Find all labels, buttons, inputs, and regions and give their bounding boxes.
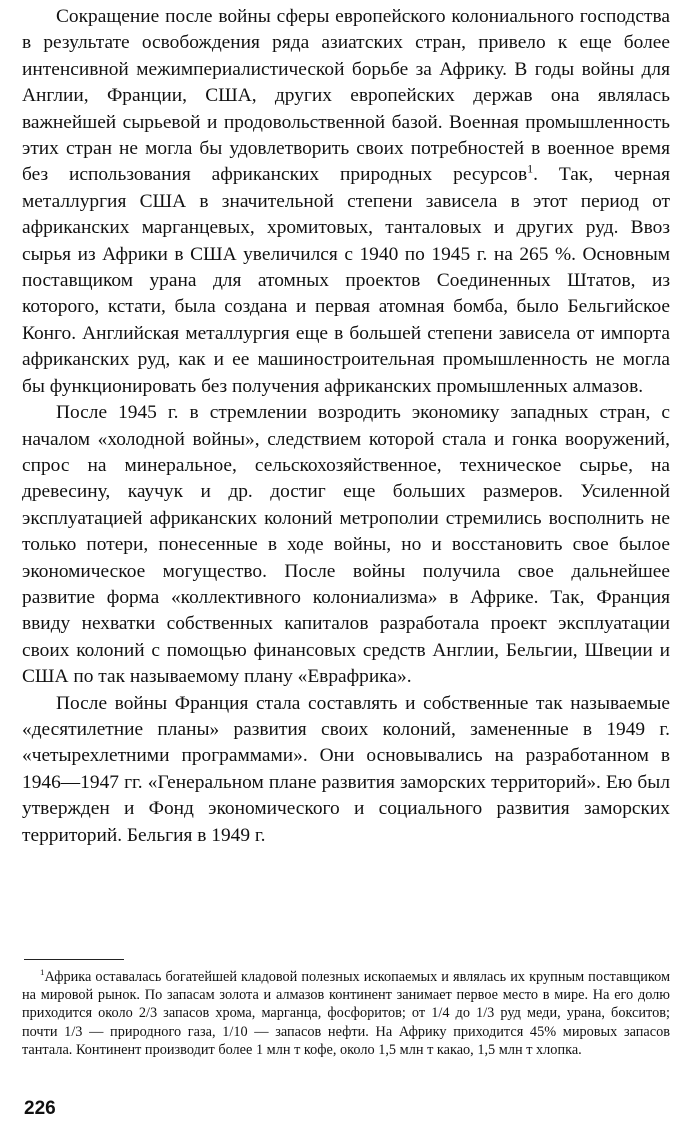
footnote-text: Африка оставалась богатейшей кладовой полезных ископаемых и являлась их крупным поставщиком на мировой рынок. По запасам золота и алмазов континент занимает первое место в мире. На его долю приходится около 2/3 запасов хрома, марганца, фосфоритов; от 1/4 до 1/3 руд меди, урана, бокситов; почти 1/3 — природного газа, 1/10 — запасов нефти. На Африку приходится 45% мировых запасов тантала. Континент производит более 1 млн т кофе, около 1,5 млн т какао, 1,5 млн т хлопка. <box>22 969 670 1058</box>
paragraph-1-continuation: . Так, черная металлургия США в значительной степени зависела в этот период от африканских марганцевых, хромитовых, танталовых и других руд. Ввоз сырья из Африки в США увеличился с 1940 по 1945 г. на 265 %. Основным поставщиком урана для атомных проектов Соединенных Штатов, из которого, кстати, была создана и первая атомная бомба, было Бельгийское Конго. Английская металлургия еще в большей степени зависела от импорта африканских руд, как и ее машиностроительная промышленность не могла бы функционировать без получения африканских промышленных алмазов. <box>22 164 670 397</box>
page-number: 226 <box>24 1098 56 1119</box>
footnote-marker: 1 <box>40 967 45 978</box>
paragraph-1 <box>22 4 670 400</box>
footnote-reference: 1 <box>527 161 534 176</box>
footnote-divider <box>24 959 124 960</box>
footnote <box>22 968 670 1059</box>
paragraph-3: После войны Франция стала составлять и собственные так называемые «десятилетние планы» развития своих колоний, замененные в 1949 г. «четырехлетними программами». Они основывались на разработанном в 1946—1947 гг. «Генеральном плане развития заморских территорий». Ею был утвержден и Фонд экономического и социального развития заморских территорий. Бельгия в 1949 г. <box>22 692 670 846</box>
paragraph-2: После 1945 г. в стремлении возродить экономику западных стран, с началом «холодной войны», следствием которой стала и гонка вооружений, спрос на минеральное, сельскохозяйственное, техническое сырье, на древесину, каучук и др. достиг еще больших размеров. Усиленной эксплуатацией африканских колоний метрополии стремились восполнить не только потери, понесенные в ходе войны, но и восстановить свое былое экономическое могущество. После войны получила свое дальнейшее развитие форма «коллективного колониализма» в Африке. Так, Франция ввиду нехватки собственных капиталов разработала проект эксплуатации своих колоний с помощью финансовых средств Англии, Бельгии, Швеции и США по так называемому плану «Еврафрика». <box>22 402 670 688</box>
paragraph-1-text: Сокращение после войны сферы европейского колониального господства в результате освобождения ряда азиатских стран, привело к еще более интенсивной межимпериалистической борьбе за Африку. В годы войны для Англии, Франции, США, других европейских держав она являлась важнейшей сырьевой и продовольственной базой. Военная промышленность этих стран не могла бы удовлетворить своих потребностей в военное время без использования африканских природных ресурсов <box>22 6 670 186</box>
book-page <box>22 4 670 1134</box>
main-text <box>22 4 670 849</box>
